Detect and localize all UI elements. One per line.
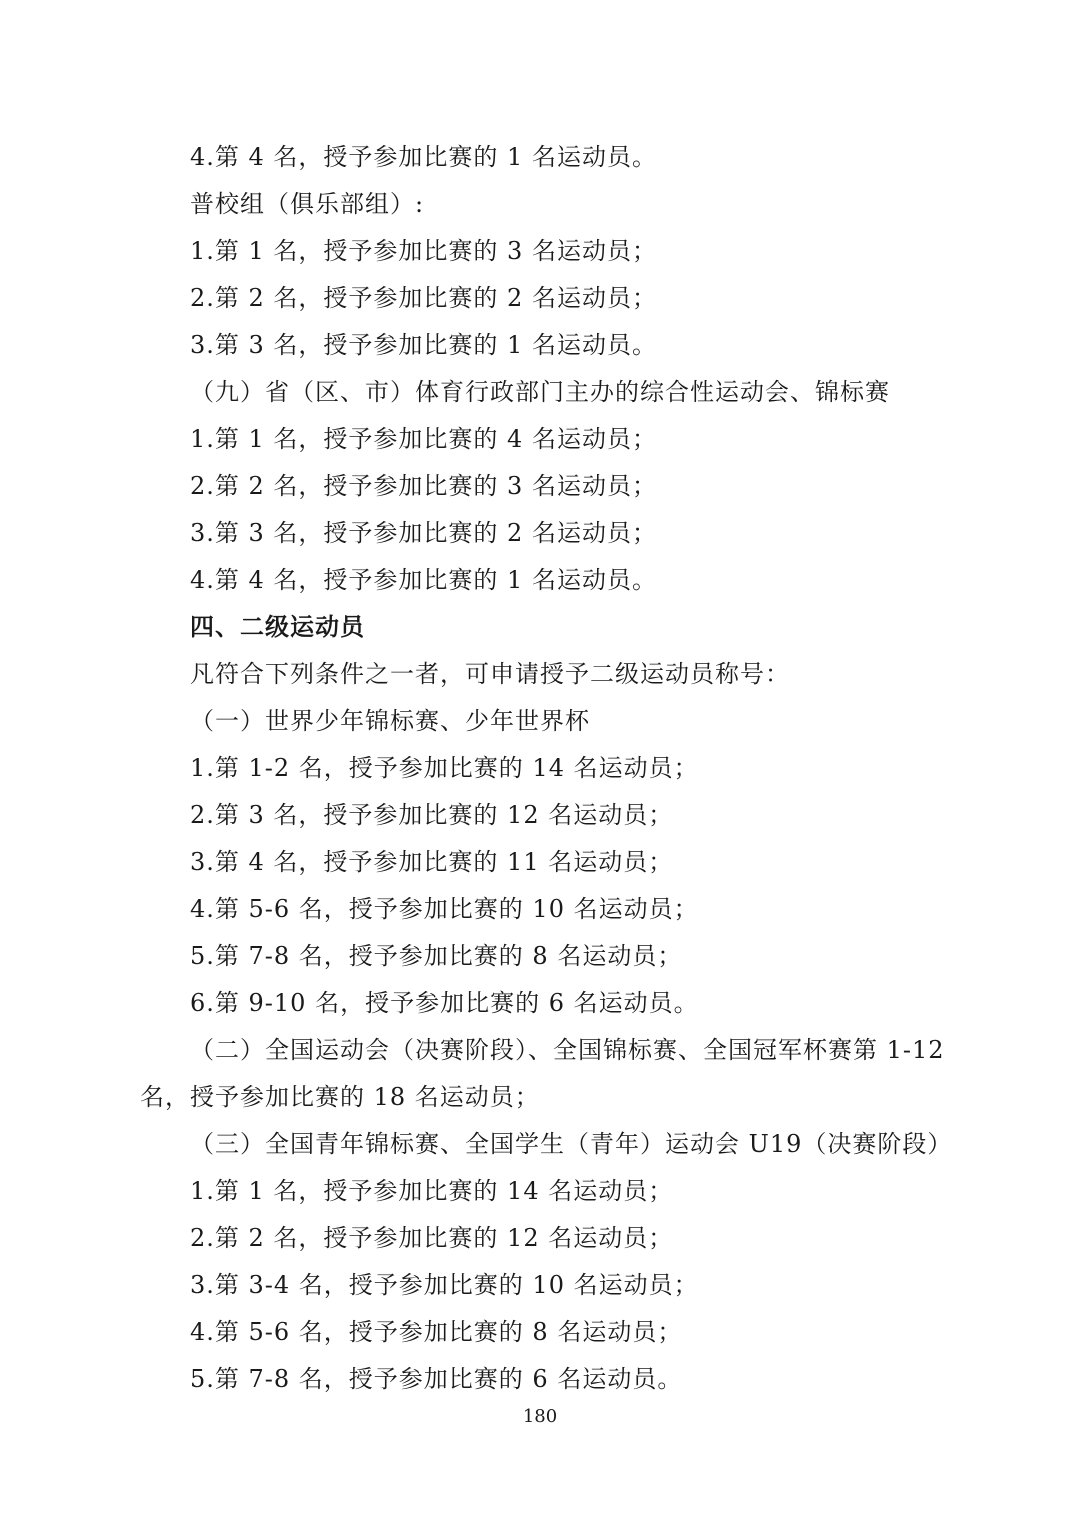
text-line: 3.第 3 名，授予参加比赛的 1 名运动员。 [190,331,657,359]
text-line: 2.第 2 名，授予参加比赛的 2 名运动员； [190,284,657,312]
text-line: 2.第 3 名，授予参加比赛的 12 名运动员； [190,801,674,829]
text-line: 2.第 2 名，授予参加比赛的 12 名运动员； [190,1224,674,1252]
group-title: 普校组（俱乐部组）: [190,190,425,218]
text-line: 1.第 1 名，授予参加比赛的 3 名运动员； [190,237,657,265]
text-line: 4.第 4 名，授予参加比赛的 1 名运动员。 [190,566,657,594]
section-subheading: （二）全国运动会（决赛阶段）、全国锦标赛、全国冠军杯赛第 1-12 [190,1036,945,1064]
text-line-continuation: 名，授予参加比赛的 18 名运动员； [140,1083,540,1111]
text-line: 1.第 1 名，授予参加比赛的 14 名运动员； [190,1177,674,1205]
text-line: 4.第 5-6 名，授予参加比赛的 10 名运动员； [190,895,699,923]
text-line: 4.第 4 名，授予参加比赛的 1 名运动员。 [190,143,657,171]
text-line: 4.第 5-6 名，授予参加比赛的 8 名运动员； [190,1318,683,1346]
section-subheading: （一）世界少年锦标赛、少年世界杯 [190,707,590,735]
text-line: 1.第 1 名，授予参加比赛的 4 名运动员； [190,425,657,453]
text-line: 凡符合下列条件之一者，可申请授予二级运动员称号： [190,660,790,688]
text-line: 6.第 9-10 名，授予参加比赛的 6 名运动员。 [190,989,699,1017]
text-line: 1.第 1-2 名，授予参加比赛的 14 名运动员； [190,754,699,782]
text-line: 2.第 2 名，授予参加比赛的 3 名运动员； [190,472,657,500]
text-line: 5.第 7-8 名，授予参加比赛的 8 名运动员； [190,942,683,970]
section-heading: 四、二级运动员 [190,613,365,641]
text-line: 3.第 4 名，授予参加比赛的 11 名运动员； [190,848,674,876]
text-line: 5.第 7-8 名，授予参加比赛的 6 名运动员。 [190,1365,683,1393]
page-number: 180 [522,1406,558,1427]
text-line: 3.第 3 名，授予参加比赛的 2 名运动员； [190,519,657,547]
section-subheading: （九）省（区、市）体育行政部门主办的综合性运动会、锦标赛 [190,378,890,406]
text-line: 3.第 3-4 名，授予参加比赛的 10 名运动员； [190,1271,699,1299]
section-subheading: （三）全国青年锦标赛、全国学生（青年）运动会 U19（决赛阶段） [190,1130,953,1158]
